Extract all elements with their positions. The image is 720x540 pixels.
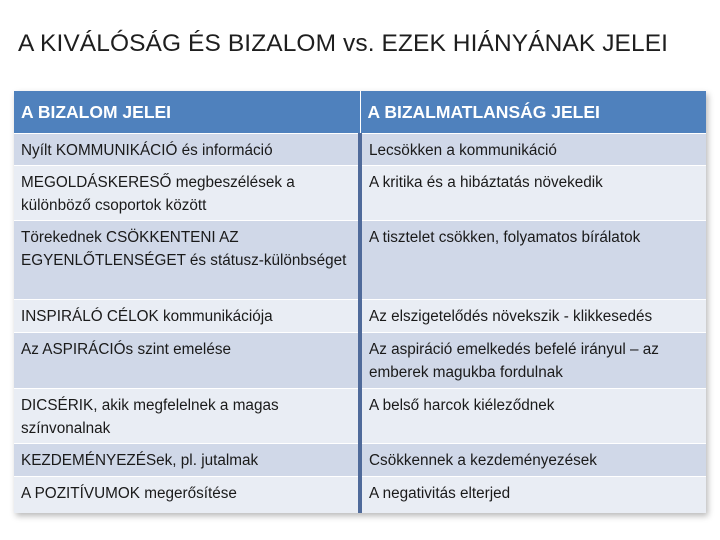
distrust-cell: Lecsökken a kommunikáció bbox=[360, 134, 706, 166]
distrust-cell: A belső harcok kiéleződnek bbox=[360, 389, 706, 444]
header-trust-signs: A BIZALOM JELEI bbox=[14, 91, 360, 134]
table-header-row bbox=[14, 91, 706, 134]
trust-cell: DICSÉRIK, akik megfelelnek a magas színvonalnak bbox=[14, 389, 360, 444]
distrust-cell: A tisztelet csökken, folyamatos bírálatok bbox=[360, 221, 706, 300]
comparison-table bbox=[14, 91, 706, 513]
distrust-cell: Az aspiráció emelkedés befelé irányul – az emberek magukba fordulnak bbox=[360, 333, 706, 389]
distrust-cell: A kritika és a hibáztatás növekedik bbox=[360, 166, 706, 221]
table-row bbox=[14, 221, 706, 300]
table-row bbox=[14, 134, 706, 166]
table-row bbox=[14, 300, 706, 333]
distrust-cell: Csökkennek a kezdeményezések bbox=[360, 444, 706, 477]
table-row bbox=[14, 444, 706, 477]
trust-cell: Törekednek CSÖKKENTENI AZ EGYENLŐTLENSÉGET és státusz-különbséget bbox=[14, 221, 360, 300]
distrust-cell: A negativitás elterjed bbox=[360, 477, 706, 513]
slide-title: A KIVÁLÓSÁG ÉS BIZALOM vs. EZEK HIÁNYÁNAK JELEI bbox=[18, 30, 669, 57]
trust-cell: Az ASPIRÁCIÓs szint emelése bbox=[14, 333, 360, 389]
trust-cell: A POZITÍVUMOK megerősítése bbox=[14, 477, 360, 513]
header-distrust-signs: A BIZALMATLANSÁG JELEI bbox=[360, 91, 706, 134]
trust-cell: Nyílt KOMMUNIKÁCIÓ és információ bbox=[14, 134, 360, 166]
table-row bbox=[14, 166, 706, 221]
table-row bbox=[14, 333, 706, 389]
trust-cell: MEGOLDÁSKERESŐ megbeszélések a különböző csoportok között bbox=[14, 166, 360, 221]
trust-cell: KEZDEMÉNYEZÉSek, pl. jutalmak bbox=[14, 444, 360, 477]
table-row bbox=[14, 477, 706, 513]
trust-cell: INSPIRÁLÓ CÉLOK kommunikációja bbox=[14, 300, 360, 333]
table-row bbox=[14, 389, 706, 444]
distrust-cell: Az elszigetelődés növekszik - klikkesedés bbox=[360, 300, 706, 333]
